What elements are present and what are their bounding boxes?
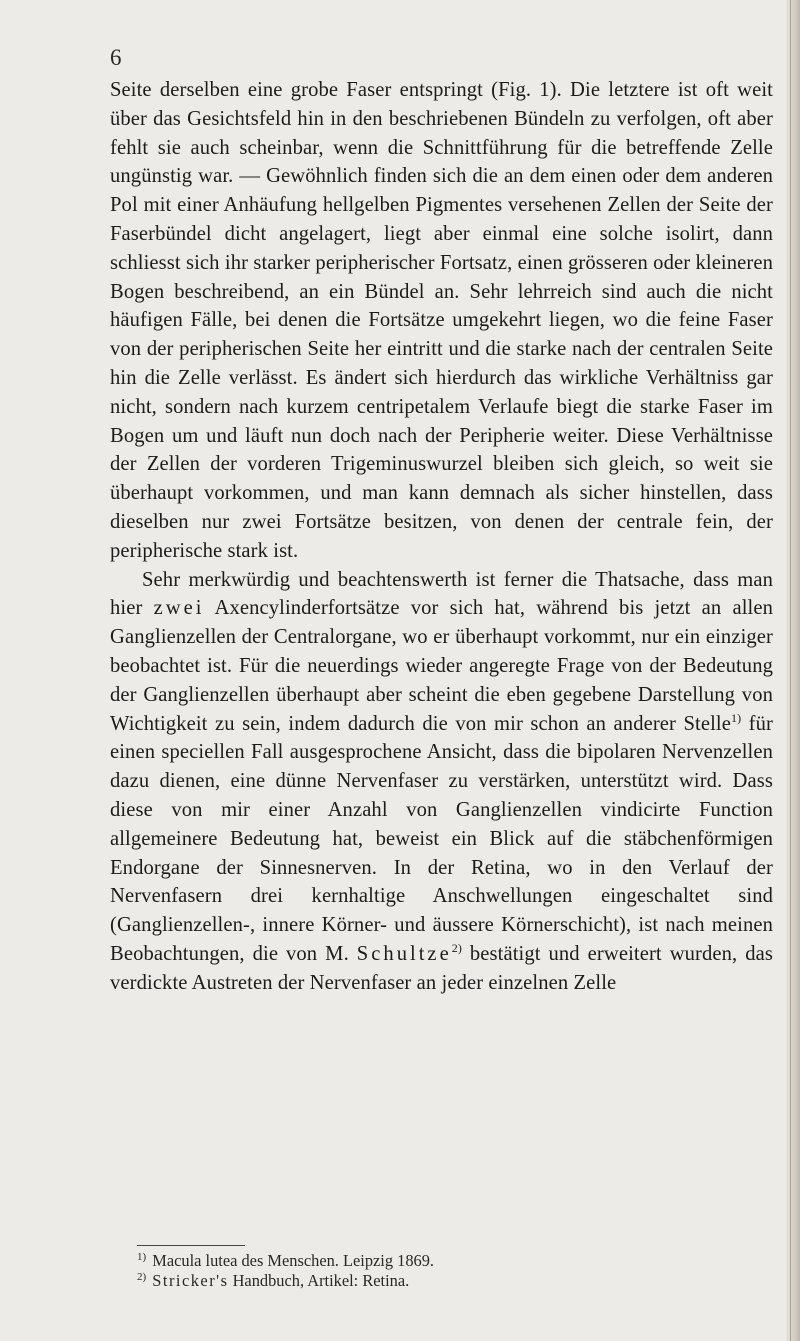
- paragraph-2-part-c: für einen speciellen Fall ausgesprochene Ansicht, dass die bipolaren Nervenzellen dazu dienen, eine dünne Nervenfaser zu verstärken, unterstützt wird. Dass diese von mir einer Anzahl von Ganglienzellen vindicirte Function allgemeinere Bedeutung hat, beweist ein Blick auf die stäbchenförmigen Endorgane der Sinnesnerven. In der Retina, wo in den Verlauf der Nervenfasern drei kernhaltige Anschwellungen eingeschaltet sind (Ganglienzellen-, innere Körner- und äussere Körnerschicht), ist nach meinen Beobachtungen, die von M.: [110, 712, 773, 965]
- footnote-1-text: Macula lutea des Menschen. Leipzig 1869.: [152, 1251, 435, 1270]
- paragraph-2-part-b: Axencylinderfortsätze vor sich hat, während bis jetzt an allen Ganglienzellen der Centralorgane, wo er überhaupt vorkommt, nur ein einziger beobachtet ist. Für die neuerdings wieder angeregte Frage von der Bedeutung der Ganglienzellen überhaupt aber scheint die eben gegebene Darstellung von Wichtigkeit zu sein, indem dadurch die von mir schon an anderer Stelle: [110, 597, 773, 735]
- paragraph-1: Seite derselben eine grobe Faser entspringt (Fig. 1). Die letztere ist oft weit über das Gesichtsfeld hin in den beschriebenen Bündeln zu verfolgen, oft aber fehlt sie auch scheinbar, wenn die Schnittführung für die betreffende Zelle ungünstig war. — Gewöhnlich finden sich die an dem einen oder dem anderen Pol mit einer Anhäufung hellgelben Pigmentes versehenen Zellen der Seite der Faserbündel dicht angelagert, liegt aber einmal eine solche isolirt, dann schliesst sich ihr starker peripherischer Fortsatz, einen grösseren oder kleineren Bogen beschreibend, an ein Bündel an. Sehr lehrreich sind auch die nicht häufigen Fälle, bei denen die Fortsätze umgekehrt liegen, wo die feine Faser von der peripherischen Seite her eintritt und die starke nach der centralen Seite hin die Zelle verlässt. Es ändert sich hierdurch das wirkliche Verhältniss gar nicht, sondern nach kurzem centripetalem Verlaufe biegt die starke Faser im Bogen um und läuft nun doch nach der Peripherie weiter. Diese Verhältnisse der Zellen der vorderen Trigeminuswurzel bleiben sich gleich, so weit sie überhaupt vorkommen, und man kann demnach als sicher hinstellen, dass dieselben nur zwei Fortsätze besitzen, von denen der centrale fein, der peripherische stark ist.: [110, 79, 773, 562]
- emphasis-zwei: zwei: [153, 597, 205, 620]
- footnote-ref-2: 2): [451, 941, 462, 956]
- paragraph-2-part-d: bestätigt und erweitert wurden, das verdickte Austreten der Nervenfaser an jeder einzelnen Zelle: [110, 942, 774, 994]
- footnotes: [137, 1251, 737, 1291]
- page-edge-shadow: [786, 0, 800, 1341]
- footnote-divider: [137, 1245, 245, 1246]
- footnote-1: [137, 1251, 737, 1271]
- paragraph-2-part-a: Sehr merkwürdig und beachtenswerth ist ferner die Thatsache, dass man hier: [110, 568, 773, 620]
- paragraph-2: [110, 566, 773, 998]
- footnote-2-mark: 2): [137, 1270, 147, 1283]
- body-text: [110, 76, 773, 998]
- footnote-2-author: Stricker's: [152, 1271, 229, 1290]
- footnote-2-text: Handbuch, Artikel: Retina.: [228, 1271, 410, 1290]
- emphasis-schultze: Schultze: [356, 942, 452, 965]
- footnote-2: [137, 1271, 737, 1291]
- page-number: 6: [110, 45, 122, 70]
- footnote-ref-1: 1): [730, 710, 742, 725]
- footnote-1-mark: 1): [137, 1250, 147, 1263]
